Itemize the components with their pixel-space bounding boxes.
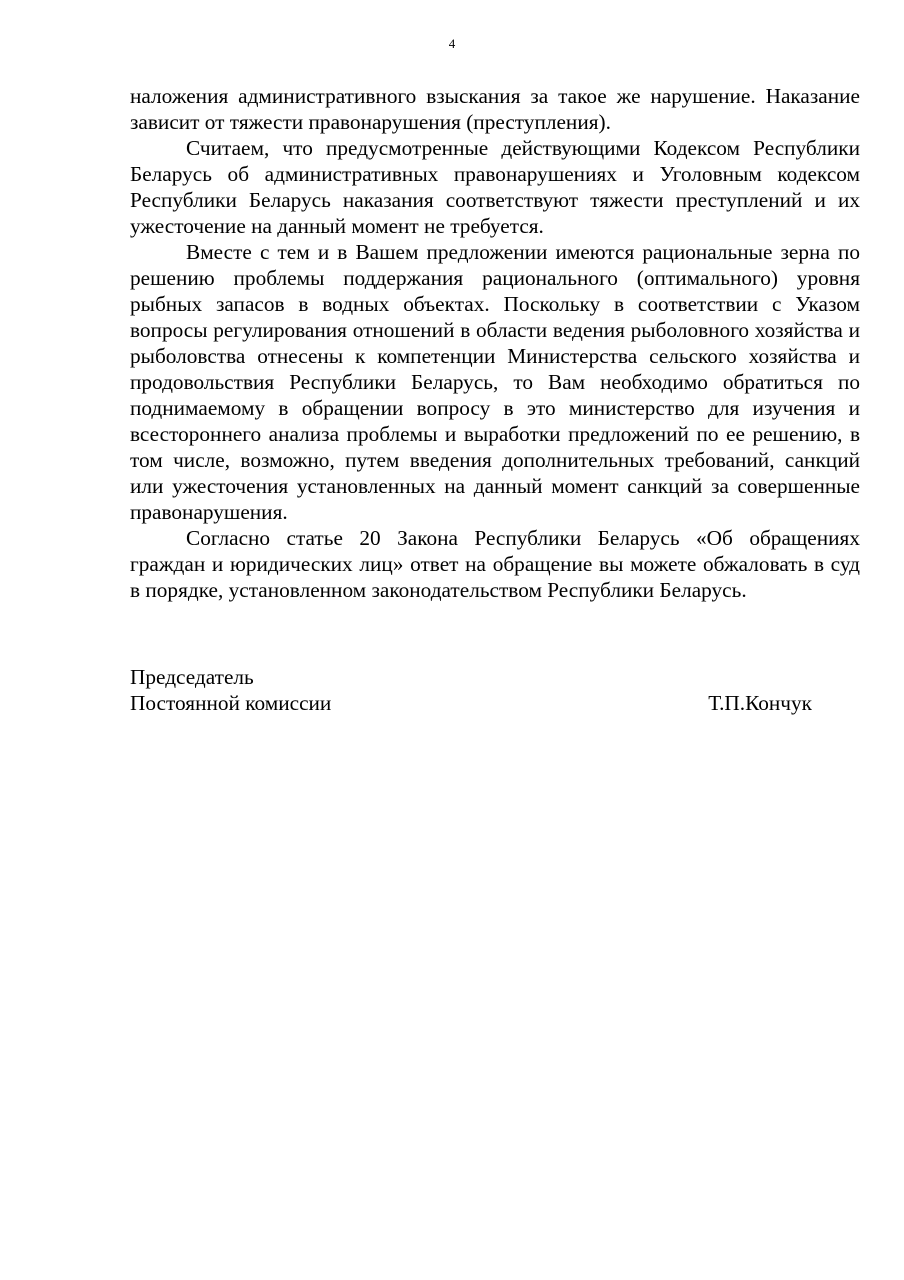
signatory-title-line2: Постоянной комиссии bbox=[130, 691, 332, 715]
signature-block bbox=[130, 664, 812, 716]
paragraph-ministry-referral: Вместе с тем и в Вашем предложении имеются рациональные зерна по решению проблемы поддержания рационального (оптимального) уровня рыбных запасов в водных объектах. Поскольку в соответствии с Указом вопросы регулирования отношений в области ведения рыболовного хозяйства и рыболовства отнесены к компетенции Министерства сельского хозяйства и продовольствия Республики Беларусь, то Вам необходимо обратиться по поднимаемому в обращении вопросу в это министерство для изучения и всестороннего анализа проблемы и выработки предложений по ее решению, в том числе, возможно, путем введения дополнительных требований, санкций или ужесточения установленных на данный момент санкций за совершенные правонарушения. bbox=[130, 240, 860, 524]
paragraph-appeal-right: Согласно статье 20 Закона Республики Беларусь «Об обращениях граждан и юридических лиц» ответ на обращение вы можете обжаловать в суд в порядке, установленном законодательством Республики Беларусь. bbox=[130, 526, 860, 602]
letter-body bbox=[130, 83, 860, 603]
signatory-title-line1: Председатель bbox=[130, 665, 254, 689]
paragraph-penalty-intro: наложения административного взыскания за такое же нарушение. Наказание зависит от тяжести правонарушения (преступления). bbox=[130, 84, 860, 134]
signature-line bbox=[130, 690, 812, 716]
page-number: 4 bbox=[448, 36, 456, 51]
paragraph-codes-sufficient: Считаем, что предусмотренные действующими Кодексом Республики Беларусь об административных правонарушениях и Уголовным кодексом Республики Беларусь наказания соответствуют тяжести преступлений и их ужесточение на данный момент не требуется. bbox=[130, 136, 860, 238]
signatory-name: Т.П.Кончук bbox=[708, 691, 812, 715]
